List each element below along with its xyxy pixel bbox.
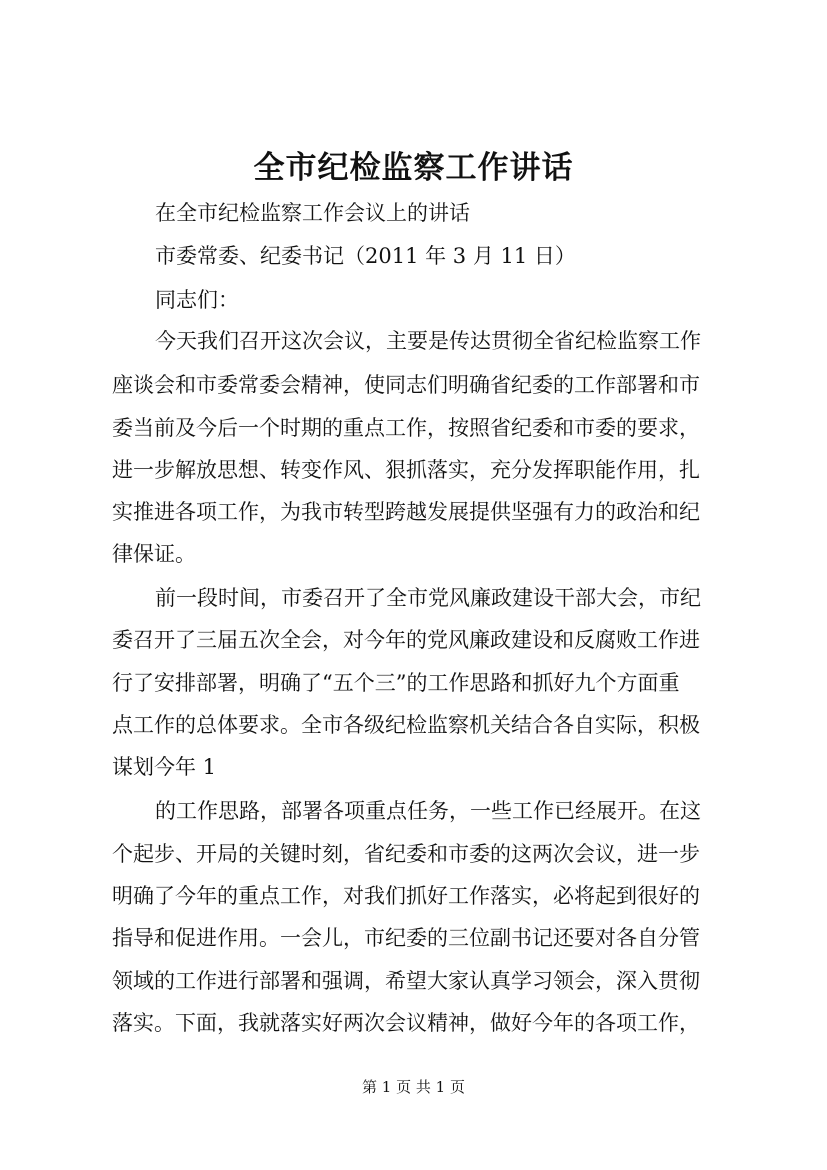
body-line: 委召开了三届五次全会，对今年的党风廉政建设和反腐败工作进 (112, 628, 700, 652)
body-line: 点工作的总体要求。全市各级纪检监察机关结合各自实际，积极 (112, 713, 700, 737)
body-line: 行了安排部署，明确了“五个三”的工作思路和抓好九个方面重 (112, 671, 680, 695)
subtitle-line: 在全市纪检监察工作会议上的讲话 (155, 201, 470, 225)
body-line: 进一步解放思想、转变作风、狠抓落实，充分发挥职能作用，扎 (112, 458, 700, 482)
document-title: 全市纪检监察工作讲话 (253, 150, 574, 186)
body-line: 委当前及今后一个时期的重点工作，按照省纪委和市委的要求， (112, 416, 700, 440)
speaker-line: 市委常委、纪委书记（2011 年 3 月 11 日） (155, 244, 576, 268)
page-footer: 第 1 页 共 1 页 (362, 1078, 465, 1096)
body-line: 前一段时间，市委召开了全市党风廉政建设干部大会，市纪 (155, 586, 701, 610)
body-line: 明确了今年的重点工作，对我们抓好工作落实，必将起到很好的 (112, 884, 700, 908)
body-line: 谋划今年 1 (112, 755, 217, 779)
body-line: 今天我们召开这次会议，主要是传达贯彻全省纪检监察工作 (155, 329, 701, 353)
body-line: 指导和促进作用。一会儿，市纪委的三位副书记还要对各自分管 (112, 926, 700, 950)
body-line: 的工作思路，部署各项重点任务，一些工作已经展开。在这 (155, 799, 701, 823)
salutation-line: 同志们： (155, 288, 239, 312)
body-line: 落实。下面，我就落实好两次会议精神，做好今年的各项工作， (112, 1011, 700, 1035)
body-line: 领域的工作进行部署和强调，希望大家认真学习领会，深入贯彻 (112, 969, 700, 993)
body-line: 个起步、开局的关键时刻，省纪委和市委的这两次会议，进一步 (112, 842, 700, 866)
body-line: 律保证。 (112, 542, 196, 566)
body-line: 实推进各项工作，为我市转型跨越发展提供坚强有力的政治和纪 (112, 500, 700, 524)
body-line: 座谈会和市委常委会精神，使同志们明确省纪委的工作部署和市 (112, 373, 700, 397)
